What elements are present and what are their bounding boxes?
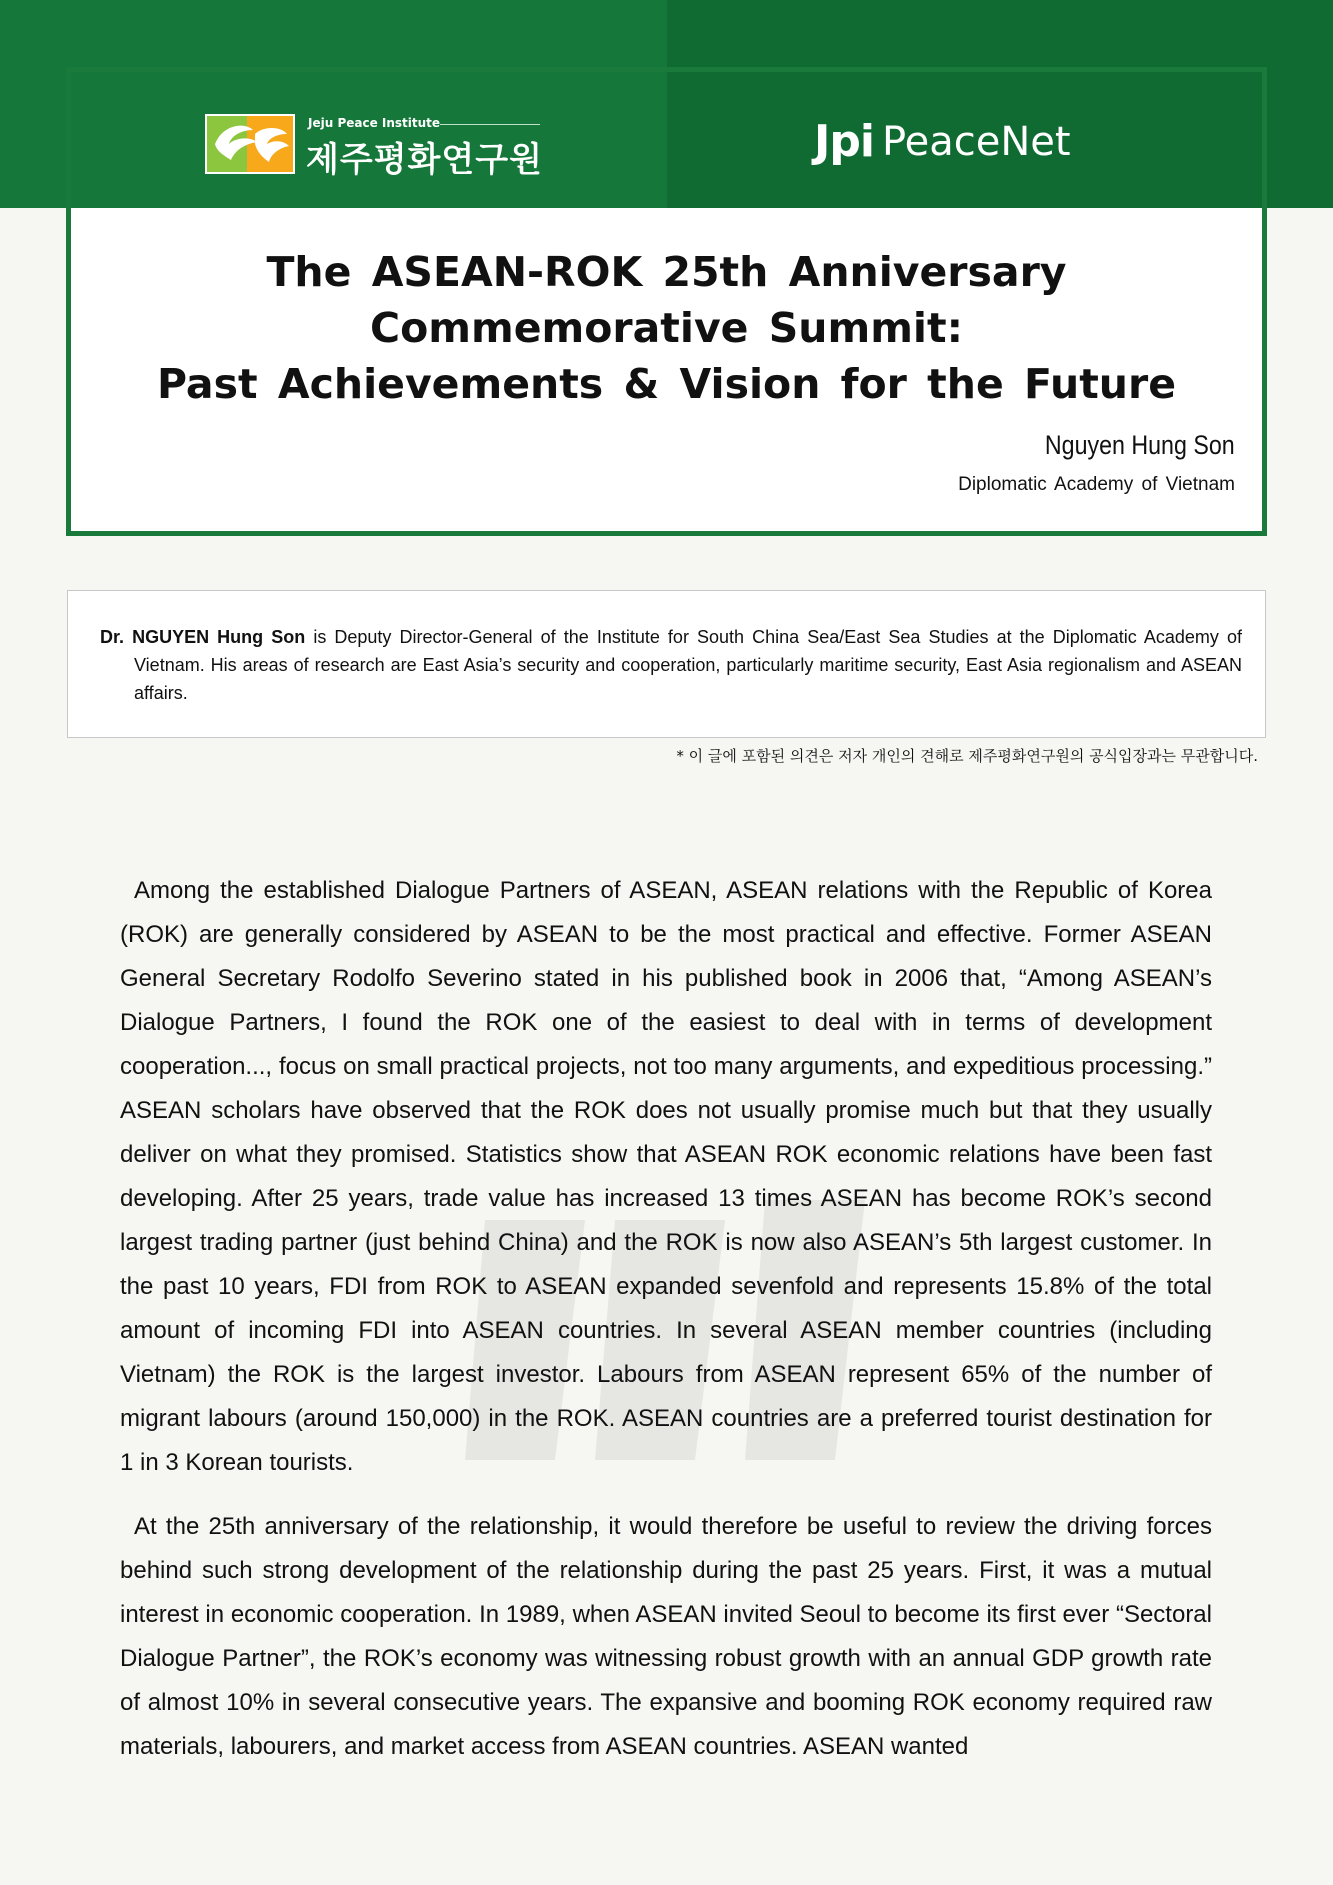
peacenet-name: PeaceNet <box>881 118 1071 165</box>
disclaimer-note: * 이 글에 포함된 의견은 저자 개인의 견해로 제주평화연구원의 공식입장과는 무관합니다. <box>676 747 1258 765</box>
logo-divider <box>440 124 540 125</box>
title-line-1: The ASEAN-ROK 25th Anniversary Commemorative Summit: <box>266 248 1067 352</box>
jpi-logo-icon <box>205 114 295 174</box>
body-paragraph-2: At the 25th anniversary of the relationship, it would therefore be useful to review the driving forces behind such strong development of the relationship during the past 25 years. First, it was a mutual interest in economic cooperation. In 1989, when ASEAN invited Seoul to become its first ever “Sectoral Dialogue Partner”, the ROK’s economy was witnessing robust growth with an annual GDP growth rate of almost 10% in several consecutive years. The expansive and booming ROK economy required raw materials, labourers, and market access from ASEAN countries. ASEAN wanted <box>120 1513 1212 1760</box>
bio-description: is Deputy Director-General of the Institute for South China Sea/East Sea Studies at the Diplomatic Academy of Vietnam. His areas of research are East Asia’s security and cooperation, particularly maritime security, East Asia regionalism and ASEAN affairs. <box>134 627 1243 703</box>
peacenet-mark: Jpi <box>814 116 874 167</box>
body-paragraph-1: Among the established Dialogue Partners of ASEAN, ASEAN relations with the Republic of Korea (ROK) are generally considered by ASEAN to be the most practical and effective. Former ASEAN General Secretary Rodolfo Severino stated in his published book in 2006 that, “Among ASEAN’s Dialogue Partners, I found the ROK one of the easiest to deal with in terms of development cooperation..., focus on small practical projects, not too many arguments, and expeditious processing.” ASEAN scholars have observed that the ROK does not usually promise much but that they usually deliver on what they promised. Statistics show that ASEAN ROK economic relations have been fast developing. After 25 years, trade value has increased 13 times ASEAN has become ROK’s second largest trading partner (just behind China) and the ROK is now also ASEAN’s 5th largest customer. In the past 10 years, FDI from ROK to ASEAN expanded sevenfold and represents 15.8% of the total amount of incoming FDI into ASEAN countries. In several ASEAN member countries (including Vietnam) the ROK is the largest investor. Labours from ASEAN represent 65% of the number of migrant labours (around 150,000) in the ROK. ASEAN countries are a preferred tourist destination for 1 in 3 Korean tourists. <box>120 877 1212 1476</box>
bio-author-name: Dr. NGUYEN Hung Son <box>100 627 306 647</box>
jeju-peace-institute-logo <box>205 110 545 178</box>
author-affiliation: Diplomatic Academy of Vietnam <box>958 474 1235 495</box>
page-title <box>100 244 1233 412</box>
institute-korean-name: 제주평화연구원 <box>306 140 543 180</box>
author-name: Nguyen Hung Son <box>1045 430 1235 460</box>
title-line-2: Past Achievements & Vision for the Future <box>156 360 1177 408</box>
peacenet-logo <box>814 116 1114 176</box>
author-bio <box>100 623 1242 707</box>
institute-english-name: Jeju Peace Institute <box>308 116 441 130</box>
